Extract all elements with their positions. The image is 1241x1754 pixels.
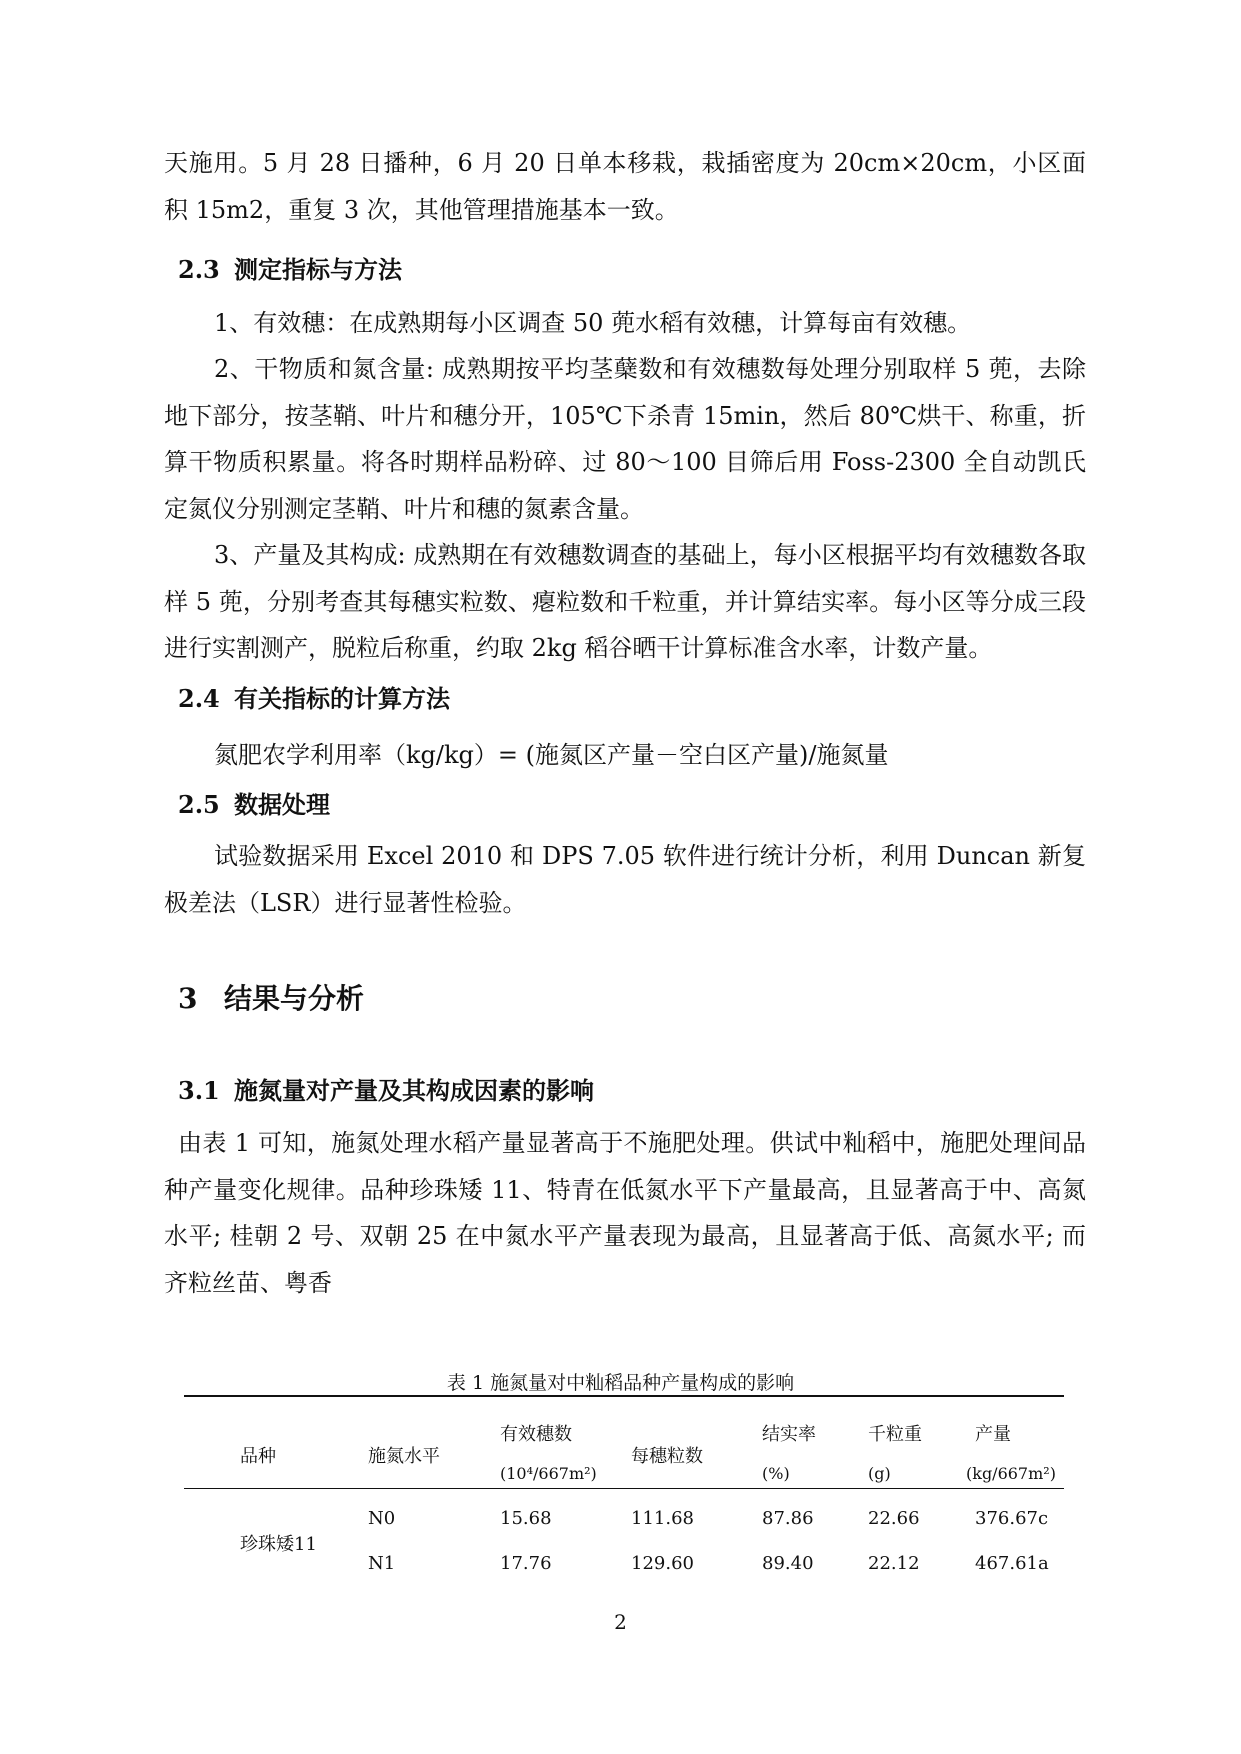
heading-text: 有关指标的计算方法 xyxy=(234,685,450,713)
header-seed-setting: 结实率 xyxy=(762,1424,816,1445)
table-title: 表 1 施氮量对中籼稻品种产量构成的影响 xyxy=(446,1372,795,1394)
table-cell-tgw: 22.12 xyxy=(868,1553,920,1574)
table-cell-yield: 376.67c xyxy=(975,1508,1049,1529)
heading-text: 数据处理 xyxy=(234,791,330,819)
header-panicles: 有效穗数 xyxy=(500,1424,572,1445)
table-cell-tgw: 22.66 xyxy=(868,1508,920,1529)
table-cell-grains: 111.68 xyxy=(631,1508,694,1529)
paragraph-effective-panicles: 1、有效穗：在成熟期每小区调查 50 蔸水稻有效穗，计算每亩有效穗。 xyxy=(214,309,972,337)
table-top-rule xyxy=(184,1395,1064,1397)
heading-number: 2.5 xyxy=(178,790,220,819)
header-tgw-unit: (g) xyxy=(868,1464,891,1483)
heading-2-5 xyxy=(178,785,330,820)
row-group-variety: 珍珠矮11 xyxy=(240,1534,317,1555)
page-number: 2 xyxy=(614,1610,627,1634)
header-seed-setting-unit: (%) xyxy=(762,1464,790,1483)
heading-number: 2.4 xyxy=(178,684,220,713)
header-grains: 每穗粒数 xyxy=(631,1446,703,1467)
heading-3 xyxy=(178,977,364,1017)
heading-number: 2.3 xyxy=(178,255,220,284)
table-cell-panicles: 15.68 xyxy=(500,1508,552,1529)
paragraph-planting: 天施用。5 月 28 日播种，6 月 20 日单本移栽，栽插密度为 20cm×20cm，小区面积 15m2，重复 3 次，其他管理措施基本一致。 xyxy=(164,149,1086,224)
table-header-rule xyxy=(184,1488,1064,1489)
paragraph-dry-matter: 2、干物质和氮含量: 成熟期按平均茎蘖数和有效穗数每处理分别取样 5 蔸，去除地下部分，按茎鞘、叶片和穗分开，105℃下杀青 15min，然后 80℃烘干、称重，折算干物质积累量。将各时期样品粉碎、过 80～100 目筛后用 Foss-2300 全自动凯氏定氮仪分别测定茎鞘、叶片和穗的氮素含量。 xyxy=(164,355,1086,523)
header-yield: 产量 xyxy=(975,1424,1011,1445)
paragraph-results: 由表 1 可知，施氮处理水稻产量显著高于不施肥处理。供试中籼稻中，施肥处理间品种产量变化规律。品种珍珠矮 11、特青在低氮水平下产量最高，且显著高于中、高氮水平; 桂朝 2 号、双朝 25 在中氮水平产量表现为最高，且显著高于低、高氮水平; 而齐粒丝苗、粤香 xyxy=(164,1129,1086,1297)
heading-2-3 xyxy=(178,250,402,285)
heading-2-4 xyxy=(178,679,450,714)
table-cell-grains: 129.60 xyxy=(631,1553,694,1574)
heading-number: 3 xyxy=(178,982,198,1015)
paragraph-yield-components: 3、产量及其构成: 成熟期在有效穗数调查的基础上，每小区根据平均有效穗数各取样 5 蔸，分别考查其每穗实粒数、瘪粒数和千粒重，并计算结实率。每小区等分成三段进行实割测产，脱粒后称重，约取 2kg 稻谷晒干计算标准含水率，计数产量。 xyxy=(164,541,1086,662)
heading-text: 施氮量对产量及其构成因素的影响 xyxy=(234,1077,594,1105)
table-cell-setting: 87.86 xyxy=(762,1508,814,1529)
header-variety: 品种 xyxy=(240,1446,276,1467)
header-panicles-unit: (10⁴/667m²) xyxy=(500,1464,597,1483)
header-yield-unit: (kg/667m²) xyxy=(966,1464,1056,1483)
table-cell-yield: 467.61a xyxy=(975,1553,1049,1574)
header-thousand-grain-weight: 千粒重 xyxy=(868,1424,922,1445)
heading-3-1 xyxy=(178,1071,594,1106)
header-n-level: 施氮水平 xyxy=(368,1446,440,1467)
heading-text: 测定指标与方法 xyxy=(234,256,402,284)
paragraph-data-processing: 试验数据采用 Excel 2010 和 DPS 7.05 软件进行统计分析，利用 Duncan 新复极差法（LSR）进行显著性检验。 xyxy=(164,842,1086,917)
formula-nitrogen-use: 氮肥农学利用率（kg/kg）= (施氮区产量－空白区产量)/施氮量 xyxy=(214,741,889,769)
heading-number: 3.1 xyxy=(178,1076,220,1105)
heading-text: 结果与分析 xyxy=(224,982,365,1015)
table-cell-level: N0 xyxy=(368,1508,396,1529)
table-cell-panicles: 17.76 xyxy=(500,1553,552,1574)
table-cell-setting: 89.40 xyxy=(762,1553,814,1574)
table-cell-level: N1 xyxy=(368,1553,396,1574)
